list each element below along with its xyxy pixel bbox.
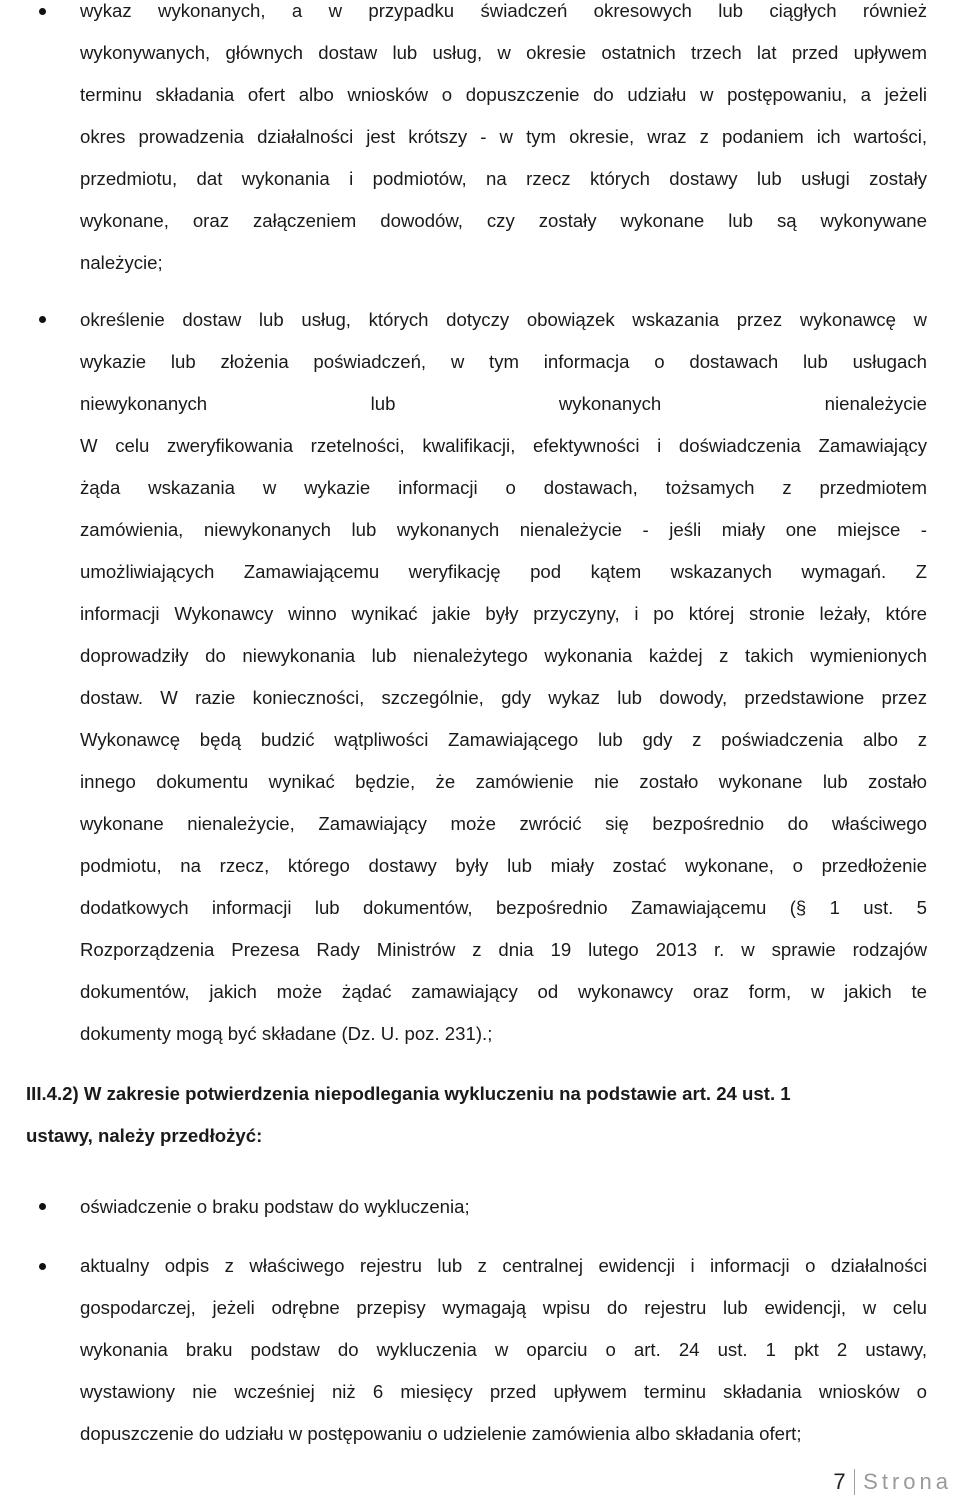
text-line: umożliwiających Zamawiającemu weryfikację pod kątem wskazanych wymagań. Z: [80, 561, 927, 582]
text-line: informacji Wykonawcy winno wynikać jakie były przyczyny, i po której stronie leżały, które: [80, 603, 927, 624]
heading-line: ustawy, należy przedłożyć:: [26, 1125, 263, 1146]
text-line: wykaz wykonanych, a w przypadku świadczeń okresowych lub ciągłych również: [80, 0, 927, 21]
page-footer: [833, 1466, 952, 1498]
text-line: żąda wskazania w wykazie informacji o dostawach, tożsamych z przedmiotem: [80, 477, 927, 498]
list-item-oswiadczenie: [80, 1186, 927, 1228]
text-line: dodatkowych informacji lub dokumentów, bezpośrednio Zamawiającemu (§ 1 ust. 5: [80, 897, 927, 918]
text-line: zamówienia, niewykonanych lub wykonanych nienależycie - jeśli miały one miejsce -: [80, 519, 927, 540]
text-line: Rozporządzenia Prezesa Rady Ministrów z dnia 19 lutego 2013 r. w sprawie rodzajów: [80, 939, 927, 960]
text-line: dopuszczenie do udziału w postępowaniu o udzielenie zamówienia albo składania ofert;: [80, 1423, 802, 1444]
text-line: wystawiony nie wcześniej niż 6 miesięcy przed upływem terminu składania wniosków o: [80, 1381, 927, 1402]
text-line: dokumentów, jakich może żądać zamawiający od wykonawcy oraz form, w jakich te: [80, 981, 927, 1002]
page-number: 7: [833, 1469, 846, 1494]
text-line: wykazie lub złożenia poświadczeń, w tym informacja o dostawach lub usługach: [80, 351, 927, 372]
text-line: aktualny odpis z właściwego rejestru lub z centralnej ewidencji i informacji o działalności: [80, 1255, 927, 1276]
text-line: W celu zweryfikowania rzetelności, kwalifikacji, efektywności i doświadczenia Zamawiający: [80, 435, 927, 456]
text-line: gospodarczej, jeżeli odrębne przepisy wymagają wpisu do rejestru lub ewidencji, w celu: [80, 1297, 927, 1318]
footer-divider: [854, 1469, 856, 1495]
text-line: wykonane, oraz załączeniem dowodów, czy zostały wykonane lub są wykonywane: [80, 210, 927, 231]
text-line: terminu składania ofert albo wniosków o dopuszczenie do udziału w postępowaniu, a jeżeli: [80, 84, 927, 105]
text-line: należycie;: [80, 252, 163, 273]
text-line: dokumenty mogą być składane (Dz. U. poz. 231).;: [80, 1023, 493, 1044]
bullet-marker: [39, 316, 46, 323]
text-line: Wykonawcę będą budzić wątpliwości Zamawiającego lub gdy z poświadczenia albo z: [80, 729, 927, 750]
list-item-okreslenie-dostaw: [80, 299, 927, 1055]
text-line: okres prowadzenia działalności jest krótszy - w tym okresie, wraz z podaniem ich wartości,: [80, 126, 927, 147]
text-line: wykonane nienależycie, Zamawiający może zwrócić się bezpośrednio do właściwego: [80, 813, 927, 834]
text-line: podmiotu, na rzecz, którego dostawy były lub miały zostać wykonane, o przedłożenie: [80, 855, 927, 876]
text-line: dostaw. W razie konieczności, szczególnie, gdy wykaz lub dowody, przedstawione przez: [80, 687, 927, 708]
bullet-marker: [39, 1203, 46, 1210]
text-line: doprowadziły do niewykonania lub nienależytego wykonania każdej z takich wymienionych: [80, 645, 927, 666]
text-line: przedmiotu, dat wykonania i podmiotów, na rzecz których dostawy lub usługi zostały: [80, 168, 927, 189]
text-line: określenie dostaw lub usług, których dotyczy obowiązek wskazania przez wykonawcę w: [80, 309, 927, 330]
text-line: innego dokumentu wynikać będzie, że zamówienie nie zostało wykonane lub zostało: [80, 771, 927, 792]
text-line: wykonywanych, głównych dostaw lub usług, w okresie ostatnich trzech lat przed upływem: [80, 42, 927, 63]
list-item-aktualny-odpis: [80, 1245, 927, 1455]
page-label: Strona: [863, 1469, 952, 1494]
text-line: wykonania braku podstaw do wykluczenia w oparciu o art. 24 ust. 1 pkt 2 ustawy,: [80, 1339, 927, 1360]
text-line: oświadczenie o braku podstaw do wykluczenia;: [80, 1196, 470, 1217]
section-heading: [26, 1073, 906, 1157]
bullet-marker: [39, 8, 46, 15]
list-item-wykaz-wykonanych: [80, 0, 927, 284]
text-line: niewykonanych lub wykonanych nienależycie: [80, 393, 927, 414]
heading-line: III.4.2) W zakresie potwierdzenia niepodlegania wykluczeniu na podstawie art. 24 ust. 1: [26, 1083, 791, 1104]
bullet-marker: [39, 1263, 46, 1270]
